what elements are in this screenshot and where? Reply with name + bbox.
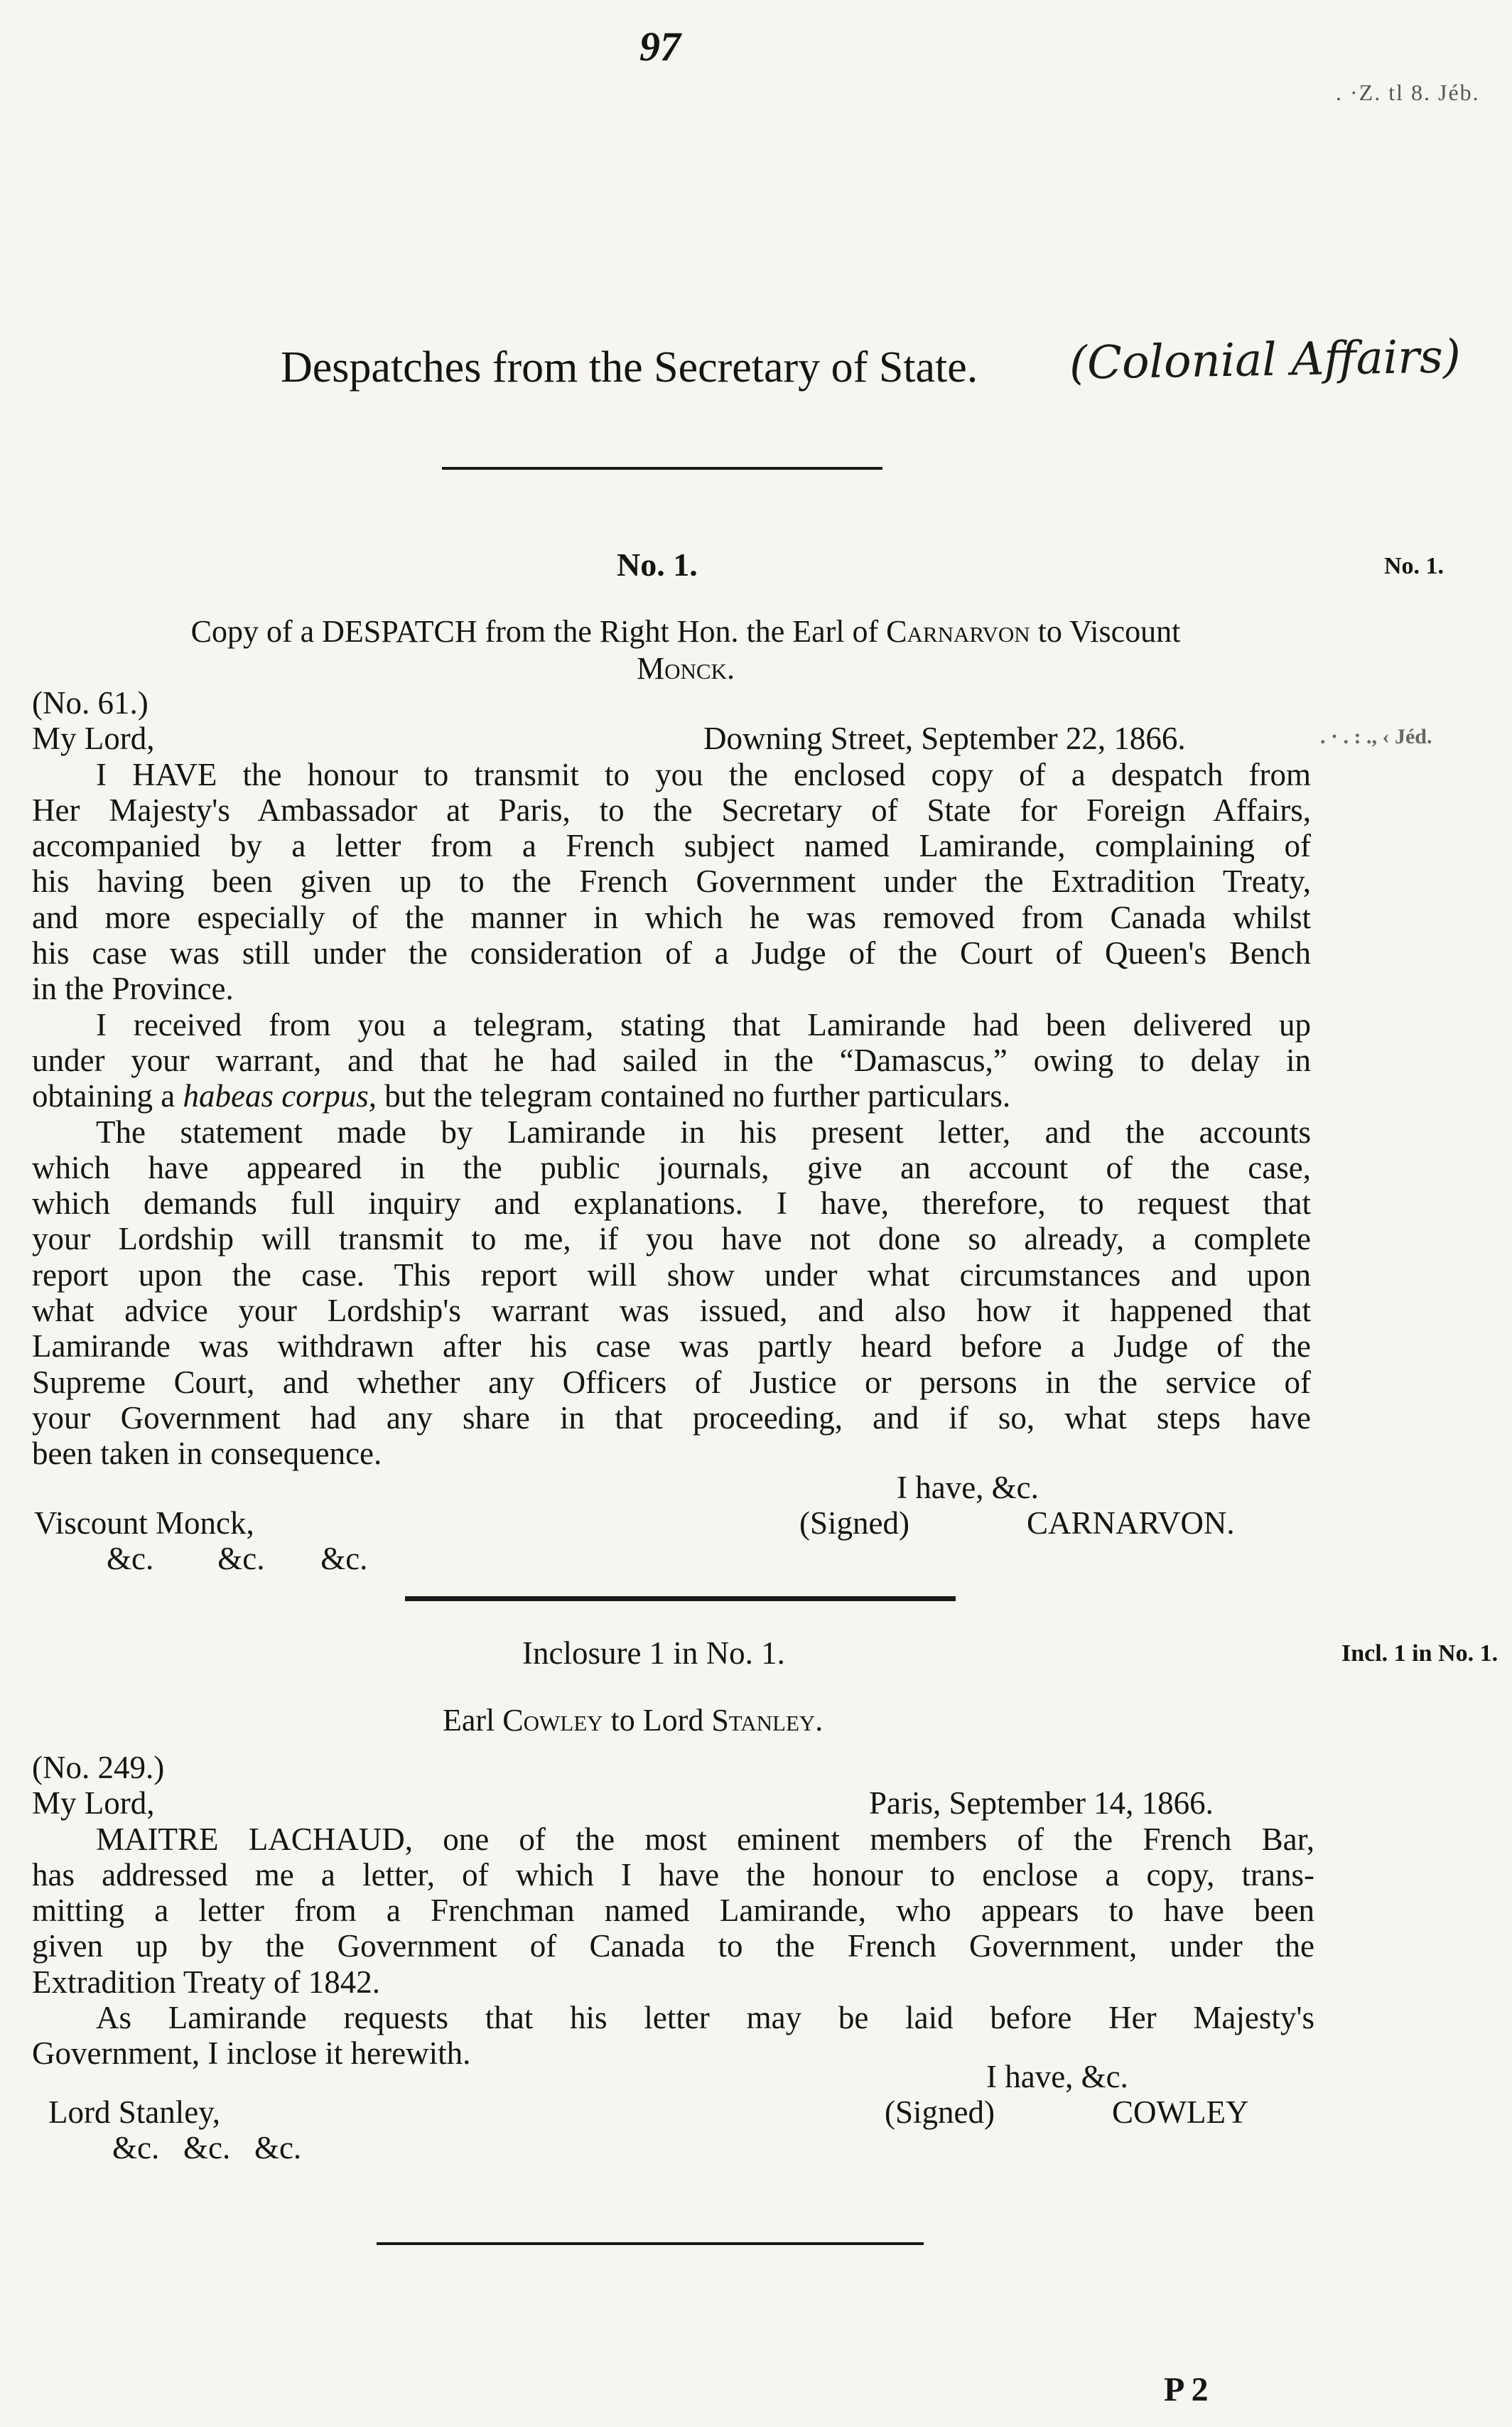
divider-rule [442, 467, 882, 470]
caption-mid: to Viscount [1037, 614, 1181, 649]
body-line: which demands full inquiry and explanations. I have, therefore, to request that [32, 1185, 1311, 1222]
body-line: has addressed me a letter, of which I have the honour to enclose a copy, trans- [32, 1856, 1314, 1893]
inclosure-body [32, 1750, 1314, 2072]
body-line: report upon the case. This report will show under what circumstances and upon [32, 1256, 1311, 1293]
caption-sender: Cowley [502, 1703, 603, 1738]
body-line: Lamirande was withdrawn after his case was partly heard before a Judge of the [32, 1328, 1311, 1365]
body-line: accompanied by a letter from a French subject named Lamirande, complaining of [32, 828, 1311, 864]
despatch-addressee: Viscount Monck, [34, 1505, 254, 1541]
body-line: Extradition Treaty of 1842. [32, 1964, 380, 2000]
body-line: I HAVE the honour to transmit to you the enclosed copy of a despatch from [96, 756, 1311, 792]
body-line: given up by the Government of Canada to the French Government, under the [32, 1928, 1314, 1964]
body-line: your Lordship will transmit to me, if you have not done so already, a complete [32, 1221, 1311, 1257]
body-line: mitting a letter from a Frenchman named Lamirande, who appears to have been [32, 1893, 1314, 1929]
body-line: his having been given up to the French Government under the Extradition Treaty, [32, 863, 1311, 900]
inclosure-addressee: Lord Stanley, [48, 2094, 221, 2130]
margin-label-despatch: No. 1. [1384, 553, 1444, 579]
despatch-caption [57, 613, 1314, 687]
divider-rule [377, 2242, 924, 2245]
divider-rule [405, 1596, 956, 1601]
body-line: Government, I inclose it herewith. [32, 2035, 471, 2072]
caption-recipient: Stanley. [711, 1703, 824, 1738]
page-title: Despatches from the Secretary of State. [281, 343, 978, 392]
despatch-salutation-row [32, 721, 1311, 756]
despatch-place-date: Downing Street, September 22, 1866. [703, 721, 1186, 757]
corner-mark: . ·Z. tl 8. Jéb. [1336, 80, 1480, 105]
despatch-body [32, 685, 1311, 1472]
body-line: The statement made by Lamirande in his present letter, and the accounts [96, 1114, 1311, 1150]
body-line: Her Majesty's Ambassador at Paris, to the Secretary of State for Foreign Affairs, [32, 792, 1311, 828]
body-line-habeas [32, 1078, 1311, 1114]
inclosure-signer: COWLEY [1112, 2094, 1249, 2130]
caption-sender: Carnarvon [886, 614, 1030, 649]
body-text-part: but the telegram contained no further particulars. [384, 1078, 1011, 1114]
body-line: been taken in consequence. [32, 1436, 382, 1472]
despatch-salutation: My Lord, [32, 721, 155, 757]
inclosure-ref: (No. 249.) [32, 1750, 165, 1785]
despatch-signed: (Signed) [799, 1505, 909, 1541]
signature-mark: P 2 [1164, 2371, 1209, 2409]
caption-recipient: Monck. [637, 651, 735, 686]
despatch-signer: CARNARVON. [1027, 1505, 1235, 1541]
despatch-heading: No. 1. [617, 547, 698, 583]
body-line: under your warrant, and that he had sailed in the “Damascus,” owing to delay in [32, 1042, 1311, 1078]
body-line: MAITRE LACHAUD, one of the most eminent members of the French Bar, [96, 1821, 1314, 1857]
inclosure-caption [443, 1702, 823, 1738]
inclosure-salutation-row [32, 1785, 1314, 1821]
inclosure-salutation: My Lord, [32, 1785, 155, 1821]
caption-prefix: Earl [443, 1703, 495, 1738]
body-line: As Lamirande requests that his letter may be laid before Her Majesty's [96, 2000, 1314, 2036]
body-line: in the Province. [32, 971, 234, 1007]
inclosure-closing: I have, &c. [986, 2059, 1128, 2094]
body-text-part: obtaining a [32, 1078, 176, 1114]
margin-marks: . · . : ., ‹ Jéd. [1320, 725, 1432, 748]
body-line: Supreme Court, and whether any Officers of Justice or persons in the service of [32, 1364, 1311, 1400]
body-line: I received from you a telegram, stating that Lamirande had been delivered up [96, 1006, 1311, 1043]
body-line: your Government had any share in that proceeding, and if so, what steps have [32, 1399, 1311, 1436]
body-line: his case was still under the consideration of a Judge of the Court of Queen's Bench [32, 935, 1311, 972]
inclosure-etc: &c. &c. &c. [112, 2130, 302, 2165]
despatch-ref: (No. 61.) [32, 685, 148, 721]
handwritten-note: (Colonial Affairs) [1069, 330, 1462, 390]
inclosure-heading: Inclosure 1 in No. 1. [522, 1635, 785, 1671]
caption-prefix: Copy of a DESPATCH from the Right Hon. the Earl of [190, 614, 879, 649]
page-number: 97 [639, 23, 681, 70]
inclosure-signed: (Signed) [885, 2094, 995, 2130]
caption-mid: to Lord [610, 1703, 704, 1738]
margin-label-inclosure: Incl. 1 in No. 1. [1341, 1640, 1498, 1667]
despatch-etc: &c. &c. &c. [107, 1541, 368, 1576]
body-line: which have appeared in the public journals, give an account of the case, [32, 1149, 1311, 1185]
body-line: and more especially of the manner in which he was removed from Canada whilst [32, 899, 1311, 935]
despatch-closing: I have, &c. [897, 1470, 1039, 1505]
habeas-corpus-term: habeas corpus, [183, 1078, 377, 1114]
inclosure-place-date: Paris, September 14, 1866. [869, 1785, 1214, 1821]
body-line: what advice your Lordship's warrant was issued, and also how it happened that [32, 1293, 1311, 1329]
